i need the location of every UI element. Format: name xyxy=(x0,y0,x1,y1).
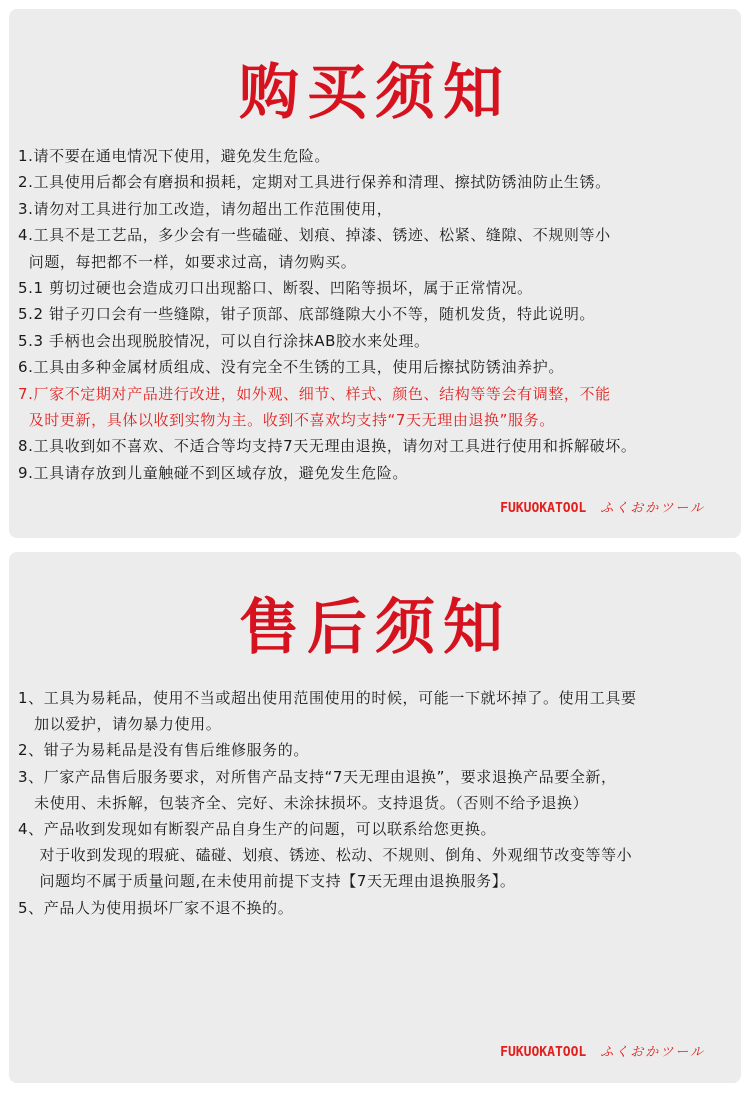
notice-line: 4、产品收到发现如有断裂产品自身生产的问题，可以联系给您更换。 xyxy=(18,820,497,838)
purchase-notice-title: 购买须知 xyxy=(239,58,511,128)
notice-line: 对于收到发现的瑕疵、磕碰、划痕、锈迹、松动、不规则、倒角、外观细节改变等等小 xyxy=(18,846,633,865)
brand-name: FUKUOKATOOL xyxy=(500,1045,587,1060)
notice-line: 9.工具请存放到儿童触碰不到区域存放，避免发生危险。 xyxy=(18,463,408,482)
notice-line: 问题，每把都不一样，如要求过高，请勿购买。 xyxy=(18,252,357,271)
notice-line: 2.工具使用后都会有磨损和损耗，定期对工具进行保养和清理、擦拭防锈油防止生锈。 xyxy=(18,173,611,192)
purchase-notice-panel xyxy=(9,9,741,538)
notice-line: 3、厂家产品售后服务要求，对所售产品支持“7天无理由退换”，要求退换产品要全新， xyxy=(18,767,617,786)
notice-line: 7.厂家不定期对产品进行改进，如外观、细节、样式、颜色、结构等等会有调整，不能 xyxy=(18,384,611,403)
after-sales-notice-panel xyxy=(9,552,741,1083)
brand-kana: ふくおかツール xyxy=(600,501,705,516)
notice-line: 1.请不要在通电情况下使用，避免发生危险。 xyxy=(18,147,330,165)
notice-line: 5.3 手柄也会出现脱胶情况，可以自行涂抹AB胶水来处理。 xyxy=(18,331,430,350)
brand-signature xyxy=(500,497,705,516)
notice-line: 5.2 钳子刃口会有一些缝隙，钳子顶部、底部缝隙大小不等，随机发货，特此说明。 xyxy=(18,305,596,324)
notice-line: 及时更新，具体以收到实物为主。收到不喜欢均支持“7天无理由退换”服务。 xyxy=(18,411,555,429)
notice-line: 未使用、未拆解，包装齐全、完好、未涂抹损坏。支持退货。（否则不给予退换） xyxy=(18,793,589,812)
notice-line: 5.1 剪切过硬也会造成刃口出现豁口、断裂、凹陷等损坏，属于正常情况。 xyxy=(18,279,533,297)
brand-name: FUKUOKATOOL xyxy=(500,501,587,516)
notice-line: 2、钳子为易耗品是没有售后维修服务的。 xyxy=(18,741,309,760)
notice-line: 3.请勿对工具进行加工改造，请勿超出工作范围使用， xyxy=(18,199,393,218)
notice-line: 6.工具由多种金属材质组成、没有完全不生锈的工具，使用后擦拭防锈油养护。 xyxy=(18,358,564,377)
notice-line: 4.工具不是工艺品，多少会有一些磕碰、划痕、掉漆、锈迹、松紧、缝隙、不规则等小 xyxy=(18,226,611,245)
after-sales-notice-title: 售后须知 xyxy=(239,593,511,663)
brand-signature xyxy=(500,1041,705,1060)
notice-line: 1、工具为易耗品，使用不当或超出使用范围使用的时候，可能一下就坏掉了。使用工具要 xyxy=(18,689,637,707)
brand-kana: ふくおかツール xyxy=(600,1045,705,1060)
notice-line: 加以爱护，请勿暴力使用。 xyxy=(18,715,222,734)
notice-line: 5、产品人为使用损坏厂家不退不换的。 xyxy=(18,898,294,917)
notice-line: 8.工具收到如不喜欢、不适合等均支持7天无理由退换，请勿对工具进行使用和拆解破坏。 xyxy=(18,437,637,456)
notice-line: 问题均不属于质量问题,在未使用前提下支持【7天无理由退换服务】。 xyxy=(18,872,516,891)
